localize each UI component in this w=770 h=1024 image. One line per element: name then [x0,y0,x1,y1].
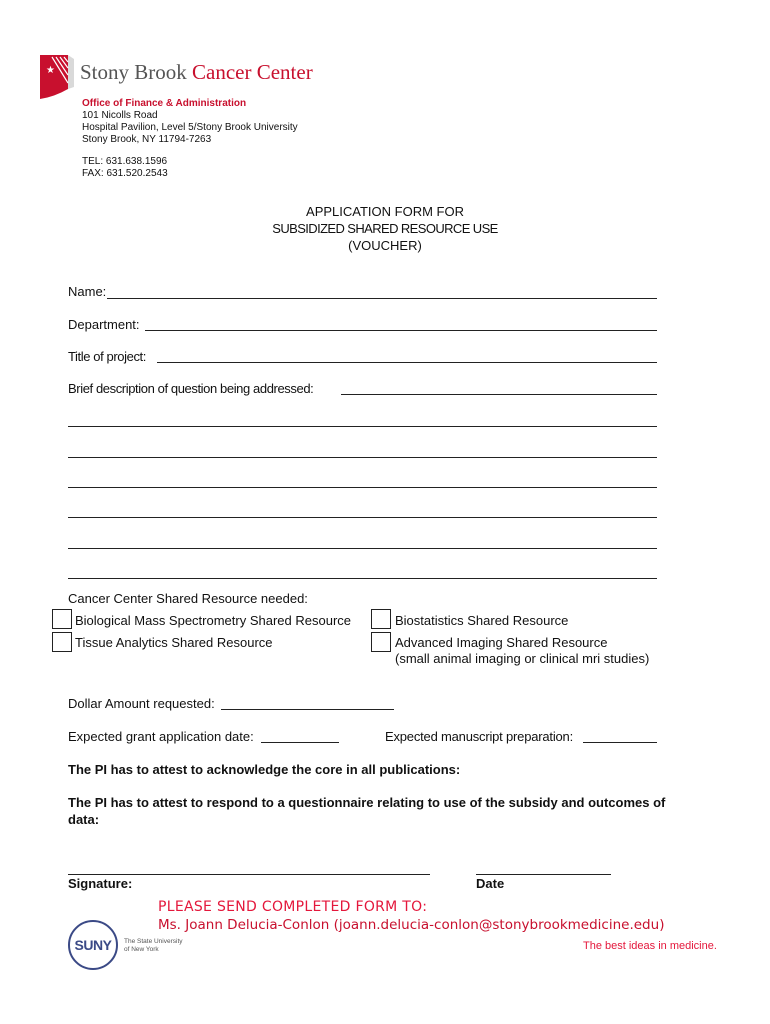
biostatistics-label: Biostatistics Shared Resource [395,613,569,628]
description-line-5[interactable] [68,548,657,549]
suny-subtitle-line-2: of New York [124,945,159,953]
description-line-3[interactable] [68,487,657,488]
logo-name-part1: Stony Brook [80,60,187,84]
shared-resource-heading: Cancer Center Shared Resource needed: [68,591,308,606]
telephone: TEL: 631.638.1596 [82,156,168,167]
logo-name-part2: Cancer Center [192,60,313,84]
tissue-analytics-label: Tissue Analytics Shared Resource [75,635,273,650]
biostatistics-checkbox[interactable] [371,609,391,629]
svg-text:★: ★ [46,65,55,76]
attest-questionnaire: The PI has to attest to respond to a questionnaire relating to use of the subsidy and outcomes of [68,795,666,810]
advanced-imaging-label: Advanced Imaging Shared Resource [395,635,608,650]
department-field[interactable] [145,330,657,331]
description-line-4[interactable] [68,517,657,518]
signature-label: Signature: [68,876,133,891]
logo-wordmark [80,60,313,84]
name-label: Name: [68,284,107,299]
description-label: Brief description of question being addressed: [68,381,314,396]
attest-questionnaire-cont: data: [68,812,100,827]
send-to-heading: PLEASE SEND COMPLETED FORM TO: [158,899,428,915]
manuscript-field[interactable] [583,742,657,743]
name-field[interactable] [107,298,657,299]
advanced-imaging-checkbox[interactable] [371,632,391,652]
title-line-1: APPLICATION FORM FOR [306,204,464,219]
mass-spectrometry-checkbox[interactable] [52,609,72,629]
grant-date-field[interactable] [261,742,339,743]
description-field[interactable] [341,394,657,395]
attest-acknowledge: The PI has to attest to acknowledge the core in all publications: [68,762,461,777]
description-line-1[interactable] [68,426,657,427]
suny-subtitle-line-1: The State University [124,938,183,945]
mass-spectrometry-label: Biological Mass Spectrometry Shared Resource [75,613,352,628]
dollar-amount-field[interactable] [221,709,394,710]
cancer-center-logo-icon [38,53,76,99]
title-line-3: (VOUCHER) [348,238,422,253]
project-title-field[interactable] [157,362,657,363]
tissue-analytics-checkbox[interactable] [52,632,72,652]
grant-date-label: Expected grant application date: [68,729,254,744]
address-line-1: 101 Nicolls Road [82,110,158,121]
tagline: The best ideas in medicine. [583,940,717,952]
address-line-3: Stony Brook, NY 11794-7263 [82,134,212,145]
title-line-2: SUBSIDIZED SHARED RESOURCE USE [272,221,498,236]
date-label: Date [476,876,505,891]
description-line-6[interactable] [68,578,657,579]
form-title [0,203,770,254]
address-line-2: Hospital Pavilion, Level 5/Stony Brook University [82,122,298,133]
description-line-2[interactable] [68,457,657,458]
dollar-amount-label: Dollar Amount requested: [68,696,215,711]
office-address-block [82,98,298,180]
manuscript-label: Expected manuscript preparation: [385,729,573,744]
suny-subtitle [124,938,183,953]
project-title-label: Title of project: [68,349,146,364]
advanced-imaging-note: (small animal imaging or clinical mri studies) [395,651,650,666]
contact-info: Ms. Joann Delucia-Conlon (joann.delucia-conlon@stonybrookmedicine.edu) [158,917,665,933]
office-name: Office of Finance & Administration [82,98,247,109]
suny-logo-icon [68,920,118,970]
department-label: Department: [68,317,140,332]
fax: FAX: 631.520.2543 [82,168,168,179]
suny-logo-text: SUNY [74,937,112,953]
